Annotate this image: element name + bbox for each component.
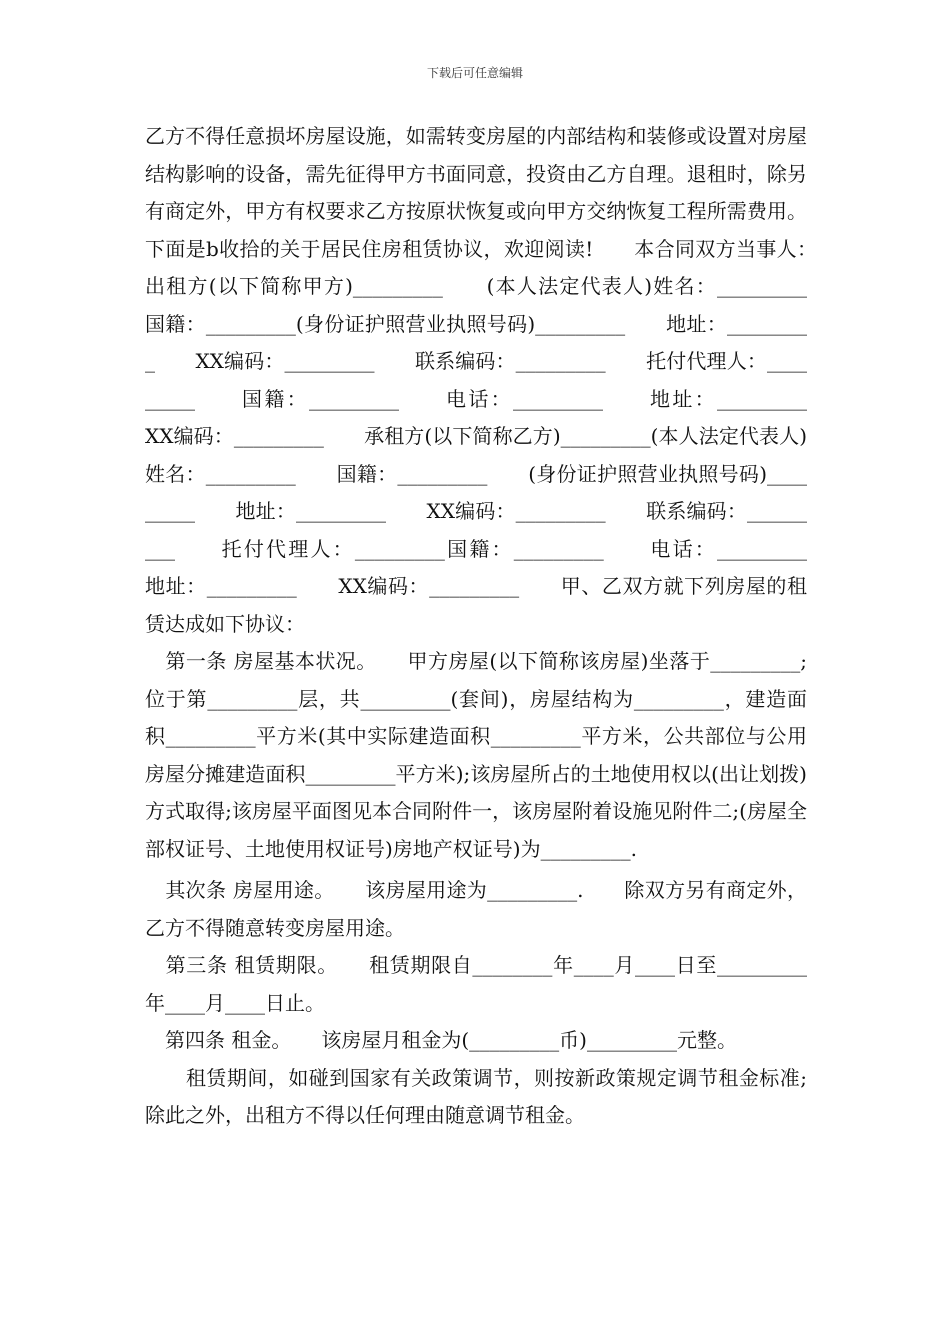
article-2-paragraph: 其次条 房屋用途。 该房屋用途为_________. 除双方另有商定外，乙方不得随意转变房屋用途。 bbox=[145, 878, 807, 940]
page-header: 下载后可任意编辑 bbox=[426, 66, 523, 80]
article-3-paragraph: 第三条 租赁期限。 租赁期限自________年____月____日至_________年____月____日止。 bbox=[145, 953, 807, 1015]
article-4-paragraph: 第四条 租金。 该房屋月租金为(_________币)_________元整。 bbox=[145, 1028, 737, 1052]
document-body bbox=[145, 118, 847, 1135]
intro-paragraph: 乙方不得任意损坏房屋设施，如需转变房屋的内部结构和装修或设置对房屋结构影响的设备，需先征得甲方书面同意，投资由乙方自理。退租时，除另有商定外，甲方有权要求乙方按原状恢复或向甲方交纳恢复工程所需费用。下面是b收拾的关于居民住房租赁协议，欢迎阅读! 本合同双方当事人： 出租方(以下简称甲方)_________ (本人法定代表人)姓名：_________ 国籍：_________(身份证护照营业执照号码)_________ 地址：_________ XX编码：_________ 联系编码：_________ 托付代理人：_________ 国籍：_________ 电话：_________ 地址：_________ XX编码：_________ 承租方(以下简称乙方)_________(本人法定代表人)姓名：_________ 国籍：_________ (身份证护照营业执照号码)_________ 地址：_________ XX编码：_________ 联系编码：_________ 托付代理人：_________国籍：_________ 电话：_________ 地址：_________ XX编码：_________ 甲、乙双方就下列房屋的租赁达成如下协议： bbox=[145, 124, 847, 636]
rent-adjustment-paragraph: 租赁期间，如碰到国家有关政策调节，则按新政策规定调节租金标准;除此之外，出租方不得以任何理由随意调节租金。 bbox=[145, 1065, 807, 1127]
article-1-paragraph: 第一条 房屋基本状况。 甲方房屋(以下简称该房屋)坐落于_________;位于第_________层，共_________(套间)，房屋结构为_________，建造面积_________平方米(其中实际建造面积_________平方米，公共部位与公用房屋分摊建造面积_________平方米);该房屋所占的土地使用权以(出让划拨)方式取得;该房屋平面图见本合同附件一，该房屋附着设施见附件二;(房屋全部权证号、土地使用权证号)房地产权证号)为_________. bbox=[145, 649, 807, 861]
